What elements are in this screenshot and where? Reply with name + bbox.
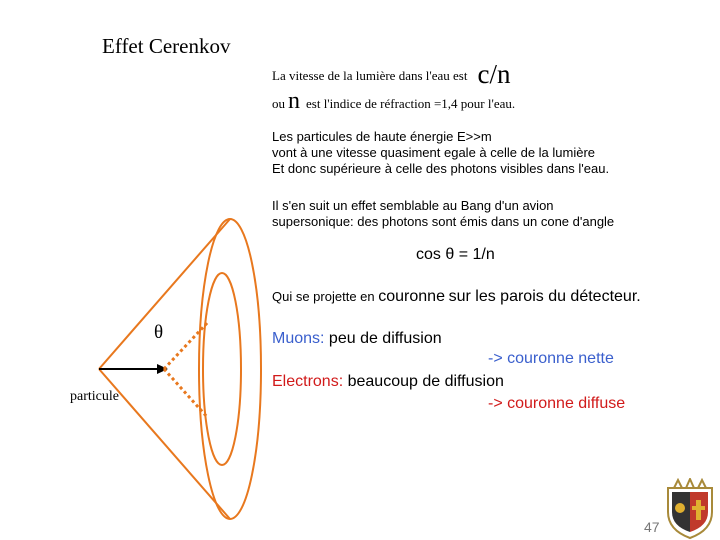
cone-outer-rim <box>199 219 261 519</box>
paragraph-high-energy <box>272 129 609 177</box>
paragraph-line: supersonique: des photons sont émis dans un cone d'angle <box>272 214 615 229</box>
electrons-label: Electrons: <box>272 373 344 390</box>
speed-symbol: c/n <box>477 59 511 89</box>
cone-inner-ring <box>203 273 241 465</box>
index-prefix: ou <box>272 96 285 111</box>
paragraph-line: Et donc supérieure à celle des photons visibles dans l'eau. <box>272 161 610 176</box>
speed-text: La vitesse de la lumière dans l'eau est <box>272 68 468 83</box>
speed-of-light-line <box>272 56 510 87</box>
paragraph-line: Les particules de haute énergie E>>m <box>272 129 492 144</box>
photon-emission-lower <box>164 369 208 418</box>
slide-title: Effet Cerenkov <box>102 34 231 58</box>
projection-line <box>272 288 641 306</box>
photon-emission-upper <box>164 322 208 369</box>
projection-suffix: sur les parois du détecteur. <box>448 288 641 305</box>
page-number: 47 <box>644 519 660 535</box>
paragraph-line: vont à une vitesse quasiment egale à celle de la lumière <box>272 145 596 160</box>
index-symbol: n <box>288 88 300 114</box>
university-crest-icon <box>662 478 718 540</box>
cherenkov-angle-formula: cos θ = 1/n <box>416 246 495 263</box>
muons-label: Muons: <box>272 330 325 347</box>
index-text: est l'indice de réfraction =1,4 pour l'eau. <box>306 96 516 111</box>
electrons-line <box>272 373 504 391</box>
muons-result: -> couronne nette <box>488 350 614 367</box>
angle-theta-label: θ <box>154 322 164 343</box>
particle-arrowhead <box>157 364 168 374</box>
cherenkov-cone-diagram <box>0 0 300 540</box>
projection-word: couronne <box>378 288 445 305</box>
electrons-result: -> couronne diffuse <box>488 395 626 412</box>
electrons-text: beaucoup de diffusion <box>347 373 504 390</box>
refraction-index-line <box>272 88 515 115</box>
muons-text: peu de diffusion <box>328 330 442 347</box>
particle-label: particule <box>70 389 119 404</box>
paragraph-line: Il s'en suit un effet semblable au Bang d'un avion <box>272 198 554 213</box>
paragraph-supersonic <box>272 198 614 230</box>
projection-prefix: Qui se projette en <box>272 289 375 304</box>
